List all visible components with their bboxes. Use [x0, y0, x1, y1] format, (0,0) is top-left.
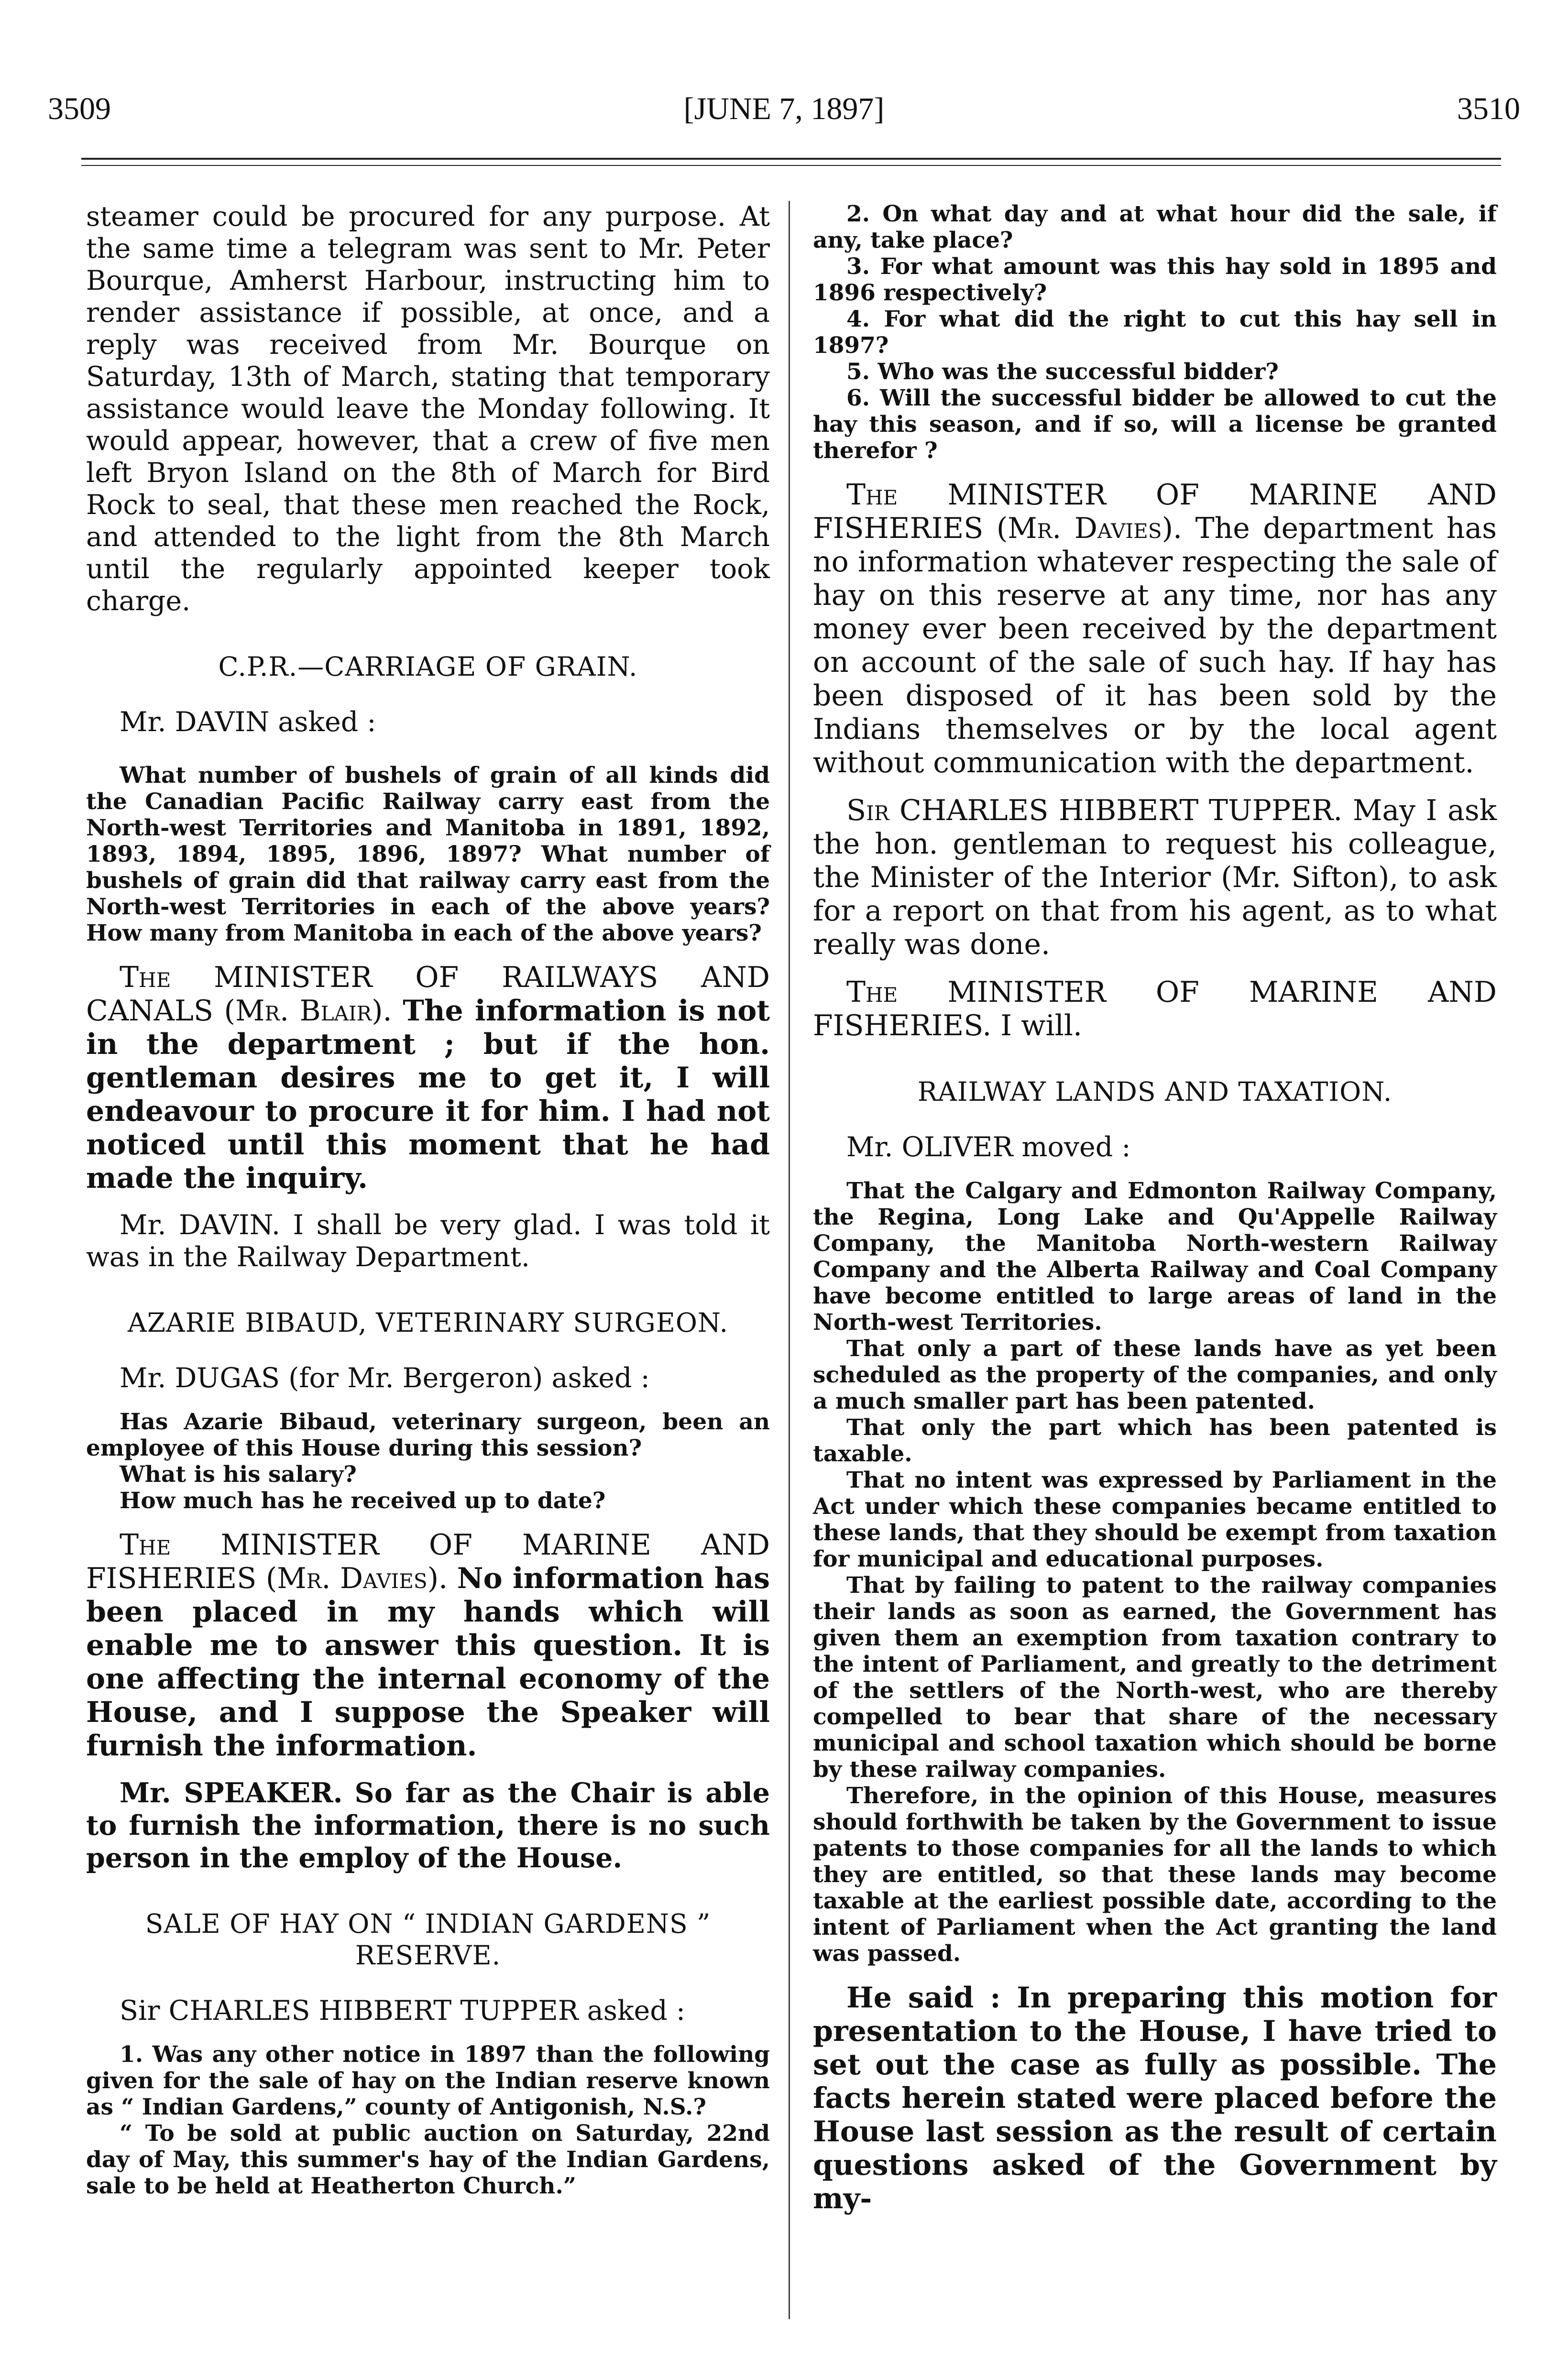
question-bibaud-employee: Has Azarie Bibaud, veterinary surgeon, been an employee of this House during this session?: [86, 1409, 770, 1461]
left-column: [86, 201, 770, 2199]
motion-clause-4: That no intent was expressed by Parliament in the Act under which these companies became entitled to these lands, that they should be exempt from taxation for municipal and educational purposes.: [813, 1467, 1497, 1572]
heading-bibaud: AZARIE BIBAUD, VETERINARY SURGEON.: [127, 1307, 729, 1338]
answer-blair: [86, 961, 770, 1195]
question-hay-notice: 1. Was any other notice in 1897 than the following given for the sale of hay on the Indian reserve known as “ Indian Gardens,” county of Antigonish, N.S.?: [86, 2041, 770, 2120]
answer-davies-hay: [813, 478, 1497, 779]
answer-davies-will: [813, 975, 1497, 1042]
speaker-davin: Mr. DAVIN.: [120, 1209, 281, 1241]
answer-davies: [86, 1528, 770, 1763]
heading-railway-lands: RAILWAY LANDS AND TAXATION.: [917, 1076, 1393, 1107]
question-license: 6. Will the successful bidder be allowed to cut the hay this season, and if so, will a license be granted therefor ?: [813, 385, 1497, 464]
reply-davin: [86, 1209, 770, 1273]
text-blair: The information is not in the department ; but if the hon. gentleman desires me to get it, I will endeavour to procure it for him. I had not noticed until this moment that he had made the inquiry.: [86, 994, 770, 1195]
speaker-davies-2: The MINISTER OF MARINE AND FISHERIES (Mr. Davies).: [813, 478, 1497, 545]
right-page-number: 3510: [1457, 91, 1520, 126]
text-speaker: So far as the Chair is able to furnish the information, there is no such person in the employ of the House.: [86, 1777, 770, 1874]
header-rule-thick: [81, 158, 1501, 160]
davin-asked: Mr. DAVIN asked :: [120, 706, 376, 738]
text-davies: No information has been placed in my hands which will enable me to answer this question. It is one affecting the internal economy of the House, and I suppose the Speaker will furnish the information.: [86, 1562, 770, 1763]
header-rule-thin: [81, 165, 1501, 166]
question-bibaud-salary: What is his salary?: [120, 1461, 357, 1488]
motion-clause-2: That only a part of these lands have as yet been scheduled as the property of the companies, and only a much smaller part has been patented.: [813, 1336, 1497, 1414]
motion-clause-5: That by failing to patent to the railway companies their lands as soon as earned, the Government has given them an exemption from taxation contrary to the intent of Parliament, and greatly to the detriment of the settlers of the North-west, who are thereby compelled to bear that share of the necessary municipal and school taxation which should be borne by these railway companies.: [813, 1572, 1497, 1783]
question-grain: What number of bushels of grain of all kinds did the Canadian Pacific Railway carry east from the North-west Territories and Manitoba in 1891, 1892, 1893, 1894, 1895, 1896, 1897? What number of bushels of grain did that railway carry east from the North-west Territories in each of the above years? How many from Manitoba in each of the above years?: [86, 762, 770, 946]
left-page-number: 3509: [48, 91, 111, 126]
heading-cpr-grain: C.P.R.—CARRIAGE OF GRAIN.: [218, 651, 638, 682]
reply-speaker: [86, 1777, 770, 1874]
paragraph-bird-rock: steamer could be procured for any purpose. At the same time a telegram was sent to Mr. Peter Bourque, Amherst Harbour, instructing him to render assistance if possible, at once, and a reply was received from Mr. Bourque on Saturday, 13th of March, stating that temporary assistance would leave the Monday following. It would appear, however, that a crew of five men left Bryon Island on the 8th of March for Bird Rock to seal, that these men reached the Rock, and attended to the light from the 8th March until the regularly appointed keeper took charge.: [86, 201, 770, 617]
question-successful-bidder: 5. Who was the successful bidder?: [846, 359, 1279, 385]
text-davies-2: The department has no information whatever respecting the sale of hay on this reserve at any time, nor has any money ever been received by the department on account of the sale of such hay. If hay has been disposed of it has been sold by the Indians themselves or by the local agent without communication with the department.: [813, 512, 1497, 779]
heading-indian-gardens: SALE OF HAY ON “ INDIAN GARDENS ” RESERVE.: [145, 1908, 711, 1971]
question-sale-day: 2. On what day and at what hour did the sale, if any, take place?: [813, 201, 1497, 253]
header-date: [JUNE 7, 1897]: [683, 91, 885, 126]
reply-tupper: [813, 794, 1497, 961]
speaker-tupper-2: Sir CHARLES HIBBERT TUPPER.: [846, 794, 1343, 827]
motion-clause-6: Therefore, in the opinion of this House, measures should forthwith be taken by the Government to issue patents to those companies for all the lands to which they are entitled, so that these lands may become taxable at the earliest possible date, according to the intent of Parliament when the Act granting the land was passed.: [813, 1783, 1497, 1967]
dugas-asked: Mr. DUGAS (for Mr. Bergeron) asked :: [120, 1362, 650, 1394]
tupper-asked: Sir CHARLES HIBBERT TUPPER asked :: [120, 1995, 686, 2027]
question-hay-amount: 3. For what amount was this hay sold in 1895 and 1896 respectively?: [813, 253, 1497, 306]
right-column: [813, 201, 1497, 2215]
question-bibaud-received: How much has he received up to date?: [120, 1488, 606, 1514]
speaker-blair: The MINISTER OF RAILWAYS AND CANALS (Mr. Blair).: [86, 961, 770, 1028]
text-davies-3: I will.: [1000, 1009, 1083, 1042]
text-tupper-2: May I ask the hon. gentleman to request his colleague, the Minister of the Interior (Mr. Sifton), to ask for a report on that from his agent, as to what really was done.: [813, 794, 1497, 961]
running-header: [48, 91, 1520, 134]
column-divider: [789, 201, 790, 2319]
speaker-davies-3: The MINISTER OF MARINE AND FISHERIES.: [813, 975, 1497, 1042]
question-right-to-cut: 4. For what did the right to cut this hay sell in 1897?: [813, 306, 1497, 359]
oliver-moved: Mr. OLIVER moved :: [846, 1131, 1131, 1163]
oliver-speech: He said : In preparing this motion for presentation to the House, I have tried to set out the case as fully as possible. The facts herein stated were placed before the House last session as the result of certain questions asked of the Government by my-: [813, 1981, 1497, 2215]
speaker-davies: The MINISTER OF MARINE AND FISHERIES (Mr. Davies).: [86, 1528, 770, 1595]
speaker-speaker: Mr. SPEAKER.: [120, 1777, 343, 1809]
quoted-auction-notice: “ To be sold at public auction on Saturday, 22nd day of May, this summer's hay of the Indian Gardens, sale to be held at Heatherton Church.”: [86, 2120, 770, 2199]
text-davin: I shall be very glad. I was told it was in the Railway Department.: [86, 1209, 770, 1273]
motion-clause-1: That the Calgary and Edmonton Railway Company, the Regina, Long Lake and Qu'Appelle Railway Company, the Manitoba North-western Railway Company and the Alberta Railway and Coal Company have become entitled to large areas of land in the North-west Territories.: [813, 1178, 1497, 1336]
motion-clause-3: That only the part which has been patented is taxable.: [813, 1414, 1497, 1467]
